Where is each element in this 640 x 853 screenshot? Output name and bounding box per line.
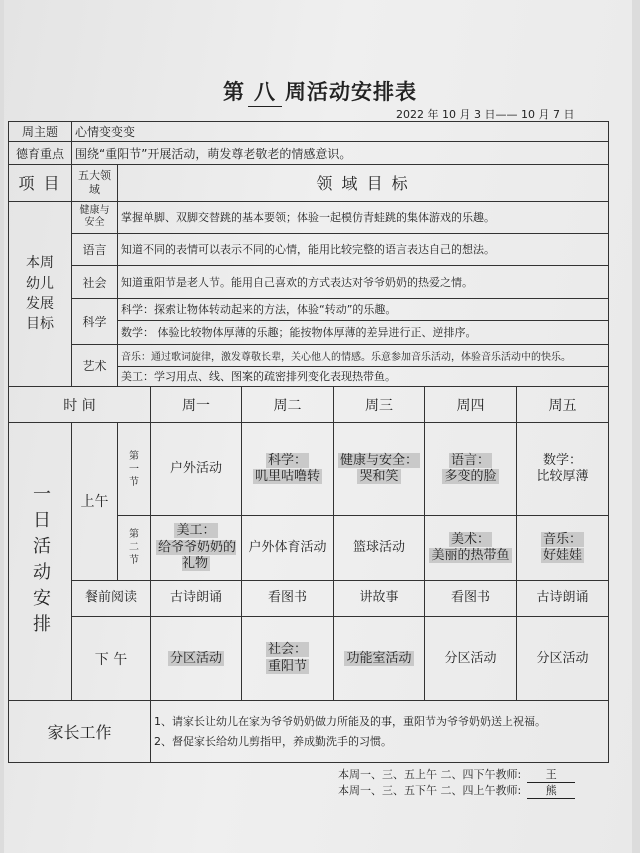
activity-name-line [337, 651, 421, 667]
activity-name-line [337, 469, 421, 485]
activity-subject-line [245, 453, 330, 469]
activity-name: 给爷爷奶奶的礼物 [157, 539, 236, 571]
period2-text: 第二节 [129, 529, 139, 567]
period1-label [118, 423, 151, 516]
activity-name-line [428, 469, 513, 485]
day-header: 周二 [242, 387, 334, 423]
activity-name-line [520, 469, 605, 485]
daily-section-text: 一日活动安排 [30, 483, 51, 640]
activity-cell [517, 616, 609, 701]
reading-cell: 看图书 [425, 580, 517, 616]
period2-label [118, 516, 151, 581]
footer-teacher-2 [338, 782, 575, 799]
teacher-2-signature: 熊 [527, 782, 575, 799]
activity-cell [517, 423, 609, 516]
target-header: 领 域 目 标 [118, 165, 609, 201]
activity-subject: 社会： [267, 642, 307, 658]
footer-line-1: 本周一、三、五上午 二、四下午教师: [338, 768, 522, 781]
footer-line-2: 本周一、三、五下午 二、四上午教师: [338, 784, 522, 797]
day-header: 周四 [425, 387, 517, 423]
activity-cell [425, 423, 517, 516]
reading-cell: 看图书 [242, 580, 334, 616]
activity-subject: 美工： [176, 523, 216, 539]
activity-subject: 语言： [450, 452, 490, 468]
goals-section-text: 本周幼儿发展目标 [26, 255, 54, 333]
theme-value: 心情变变变 [72, 122, 609, 142]
reading-cell: 古诗朗诵 [517, 580, 609, 616]
activity-name-line [154, 461, 238, 477]
activity-name: 功能室活动 [346, 650, 412, 666]
activity-name-line [428, 651, 513, 667]
domains-header [72, 165, 118, 201]
parents-content [151, 701, 609, 763]
reading-cell: 讲故事 [334, 580, 425, 616]
activity-subject: 健康与安全： [339, 452, 418, 468]
activity-name: 篮球活动 [352, 539, 405, 555]
activity-subject-line [520, 532, 605, 548]
activity-subject: 音乐： [543, 531, 583, 547]
activity-subject-line [520, 453, 605, 469]
activity-name: 哭和笑 [359, 469, 399, 485]
activity-name-line [154, 540, 238, 573]
activity-name: 多变的脸 [444, 469, 497, 485]
activity-cell [334, 423, 425, 516]
activity-name-line [245, 659, 330, 675]
activity-cell [151, 516, 242, 581]
title-suffix: 周活动安排表 [285, 80, 417, 104]
day-header: 周三 [334, 387, 425, 423]
activity-subject-line [337, 453, 421, 469]
domains-header-text: 五大领域 [78, 169, 111, 196]
activity-name: 美丽的热带鱼 [431, 547, 510, 563]
activity-name-line [428, 548, 513, 564]
activity-cell [517, 516, 609, 581]
goal-text: 知道重阳节是老人节。能用自己喜欢的方式表达对爷爷奶奶的热爱之情。 [118, 266, 609, 299]
schedule-table [8, 121, 609, 763]
afternoon-label: 下 午 [72, 616, 151, 701]
goal-domain: 社会 [72, 266, 118, 299]
activity-cell [334, 516, 425, 581]
goal-text: 音乐：通过歌词旋律，激发尊敬长辈，关心他人的情感。乐意参加音乐活动，体验音乐活动中的快乐。 [118, 344, 609, 366]
reading-cell: 古诗朗诵 [151, 580, 242, 616]
title-prefix: 第 [223, 80, 245, 104]
activity-subject: 科学： [267, 452, 307, 468]
activity-name: 好娃娃 [543, 547, 583, 563]
activity-name: 分区活动 [536, 650, 589, 666]
reading-label: 餐前阅读 [72, 580, 151, 616]
page-title [0, 76, 640, 107]
time-header: 时 间 [9, 387, 151, 423]
parents-label: 家长工作 [9, 701, 151, 763]
moral-label: 德育重点 [9, 142, 72, 165]
activity-cell [334, 616, 425, 701]
activity-name-line [245, 540, 330, 556]
period1-text: 第一节 [129, 450, 139, 488]
activity-subject-line [428, 532, 513, 548]
goal-domain: 语言 [72, 233, 118, 265]
item-header: 项 目 [9, 165, 72, 201]
teacher-1-signature: 王 [527, 766, 575, 783]
activity-subject-line [245, 642, 330, 658]
goal-text: 科学：探索让物体转动起来的方法，体验“转动”的乐趣。 [118, 299, 609, 320]
goal-text: 知道不同的表情可以表示不同的心情，能用比较完整的语言表达自己的想法。 [118, 233, 609, 265]
activity-subject-line [428, 453, 513, 469]
activity-subject: 数学： [543, 452, 583, 468]
activity-cell [425, 516, 517, 581]
moral-value: 围绕“重阳节”开展活动，萌发尊老敬老的情感意识。 [72, 142, 609, 165]
activity-name-line [337, 540, 421, 556]
date-range: 2022 年 10 月 3 日—— 10 月 7 日 [396, 108, 575, 121]
activity-name: 户外体育活动 [248, 539, 327, 555]
goal-domain: 科学 [72, 299, 118, 344]
activity-subject-line [154, 523, 238, 539]
day-header: 周一 [151, 387, 242, 423]
activity-cell [242, 516, 334, 581]
goal-domain: 艺术 [72, 344, 118, 386]
activity-name: 户外活动 [169, 461, 222, 477]
activity-name-line [520, 651, 605, 667]
week-number: 八 [248, 76, 282, 107]
goal-text: 美工：学习用点、线、图案的疏密排列变化表现热带鱼。 [118, 366, 609, 386]
activity-cell [151, 616, 242, 701]
parents-item: 1、请家长让幼儿在家为爷爷奶奶做力所能及的事，重阳节为爷爷奶奶送上祝福。 [154, 714, 546, 728]
morning-label: 上午 [72, 423, 118, 580]
daily-section-label [9, 423, 72, 701]
activity-name-line [520, 548, 605, 564]
activity-name: 重阳节 [267, 658, 307, 674]
goal-domain: 健康与安全 [72, 201, 118, 233]
theme-label: 周主题 [9, 122, 72, 142]
activity-subject: 美术： [450, 531, 490, 547]
goal-text: 数学： 体验比较物体厚薄的乐趣；能按物体厚薄的差异进行正、逆排序。 [118, 320, 609, 344]
activity-cell [151, 423, 242, 516]
activity-cell [242, 423, 334, 516]
footer-teacher-1 [338, 766, 575, 783]
activity-cell [425, 616, 517, 701]
activity-name: 分区活动 [169, 650, 222, 666]
goal-text: 掌握单脚、双脚交替跳的基本要领；体验一起模仿青蛙跳的集体游戏的乐趣。 [118, 201, 609, 233]
parents-item: 2、督促家长给幼儿剪指甲，养成勤洗手的习惯。 [154, 734, 392, 748]
day-header: 周五 [517, 387, 609, 423]
activity-name-line [245, 469, 330, 485]
activity-name: 比较厚薄 [536, 469, 589, 485]
schedule-body [9, 122, 609, 763]
activity-name-line [154, 651, 238, 667]
activity-cell [242, 616, 334, 701]
activity-name: 分区活动 [444, 650, 497, 666]
activity-name: 叽里咕噜转 [254, 469, 320, 485]
goals-section-label [9, 201, 72, 386]
